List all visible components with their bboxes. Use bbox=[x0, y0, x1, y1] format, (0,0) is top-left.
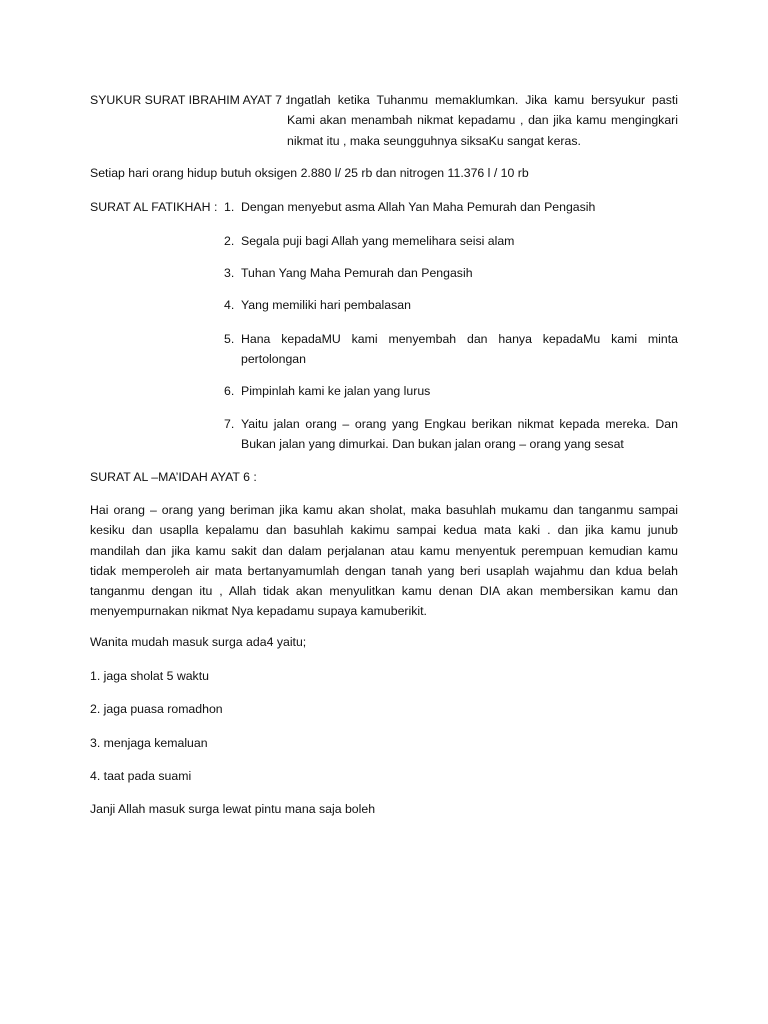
syukur-line: nikmat itu , maka seungguhnya siksaKu sangat keras. bbox=[287, 133, 581, 148]
wanita-item: 3. menjaga kemaluan bbox=[90, 736, 208, 750]
fatihah-item-line: Pimpinlah kami ke jalan yang lurus bbox=[241, 384, 431, 398]
fatihah-item-text bbox=[241, 414, 678, 454]
fatihah-item-line: Tuhan Yang Maha Pemurah dan Pengasih bbox=[241, 266, 473, 280]
fatihah-item-line: Segala puji bagi Allah yang memelihara seisi alam bbox=[241, 234, 515, 248]
fatihah-item-text bbox=[241, 381, 678, 401]
fatihah-item-text bbox=[241, 329, 678, 369]
fatihah-item-number: 6. bbox=[224, 384, 235, 398]
fatihah-item-line: Yang memiliki hari pembalasan bbox=[241, 298, 411, 312]
syukur-label: SYUKUR SURAT IBRAHIM AYAT 7 : bbox=[90, 93, 289, 107]
fatihah-item-number: 1. bbox=[224, 200, 235, 214]
maidah-line: tidak memperoleh air mata bertanyamumlah dengan tanah yang beri usaplah wajahmu dan kdua belah bbox=[90, 563, 678, 578]
fatihah-item-number: 3. bbox=[224, 266, 235, 280]
fatihah-item-line: Dengan menyebut asma Allah Yan Maha Pemurah dan Pengasih bbox=[241, 200, 596, 214]
maidah-line: menyempurnakan nikmat Nya kepadamu supaya kamuberikit. bbox=[90, 604, 427, 619]
fatihah-item-number: 5. bbox=[224, 332, 235, 346]
syukur-line: Kami akan menambah nikmat kepadamu , dan jika kamu mengingkari bbox=[287, 113, 678, 128]
wanita-closing: Janji Allah masuk surga lewat pintu mana saja boleh bbox=[90, 802, 376, 816]
fatihah-item-text bbox=[241, 263, 678, 283]
fatihah-item-line: Hana kepadaMU kami menyembah dan hanya kepadaMu kami minta bbox=[241, 332, 678, 346]
fatihah-item-line: Yaitu jalan orang – orang yang Engkau berikan nikmat kepada mereka. Dan bbox=[241, 417, 678, 431]
fatihah-colon: : bbox=[214, 200, 218, 214]
fatihah-item-line: pertolongan bbox=[241, 352, 306, 366]
fatihah-item-text bbox=[241, 295, 678, 315]
fatihah-item-line: Bukan jalan yang dimurkai. Dan bukan jalan orang – orang yang sesat bbox=[241, 437, 624, 451]
maidah-paragraph bbox=[90, 500, 678, 622]
fatihah-item-number: 2. bbox=[224, 234, 235, 248]
wanita-item: 4. taat pada suami bbox=[90, 769, 192, 783]
maidah-heading: SURAT AL –MA’IDAH AYAT 6 : bbox=[90, 470, 257, 484]
wanita-item: 2. jaga puasa romadhon bbox=[90, 702, 223, 716]
fatihah-label: SURAT AL FATIKHAH bbox=[90, 200, 211, 214]
wanita-item: 1. jaga sholat 5 waktu bbox=[90, 669, 209, 683]
maidah-line: Hai orang – orang yang beriman jika kamu akan sholat, maka basuhlah mukamu dan tanganmu sampai bbox=[90, 503, 678, 517]
fatihah-item-text bbox=[241, 197, 678, 217]
oksigen-line: Setiap hari orang hidup butuh oksigen 2.880 l/ 25 rb dan nitrogen 11.376 l / 10 rb bbox=[90, 166, 529, 180]
maidah-line: kesiku dan usaplla kepalamu dan basuhlah kakimu sampai kedua mata kaki . dan jika kamu junub bbox=[90, 523, 678, 538]
syukur-line: Ingatlah ketika Tuhanmu memaklumkan. Jika kamu bersyukur pasti bbox=[287, 93, 678, 107]
fatihah-item-number: 7. bbox=[224, 417, 235, 431]
fatihah-item-number: 4. bbox=[224, 298, 235, 312]
wanita-intro: Wanita mudah masuk surga ada4 yaitu; bbox=[90, 635, 307, 649]
maidah-line: mandilah dan jika kamu sakit dan dalam perjalanan atau kamu menyentuk perempuan kemudian kamu bbox=[90, 543, 678, 558]
maidah-line: tanganmu dengan itu , Allah tidak akan menyulitkan kamu denan DIA akan membersikan kamu dan bbox=[90, 584, 678, 599]
syukur-text bbox=[287, 90, 678, 151]
fatihah-item-text bbox=[241, 231, 678, 251]
